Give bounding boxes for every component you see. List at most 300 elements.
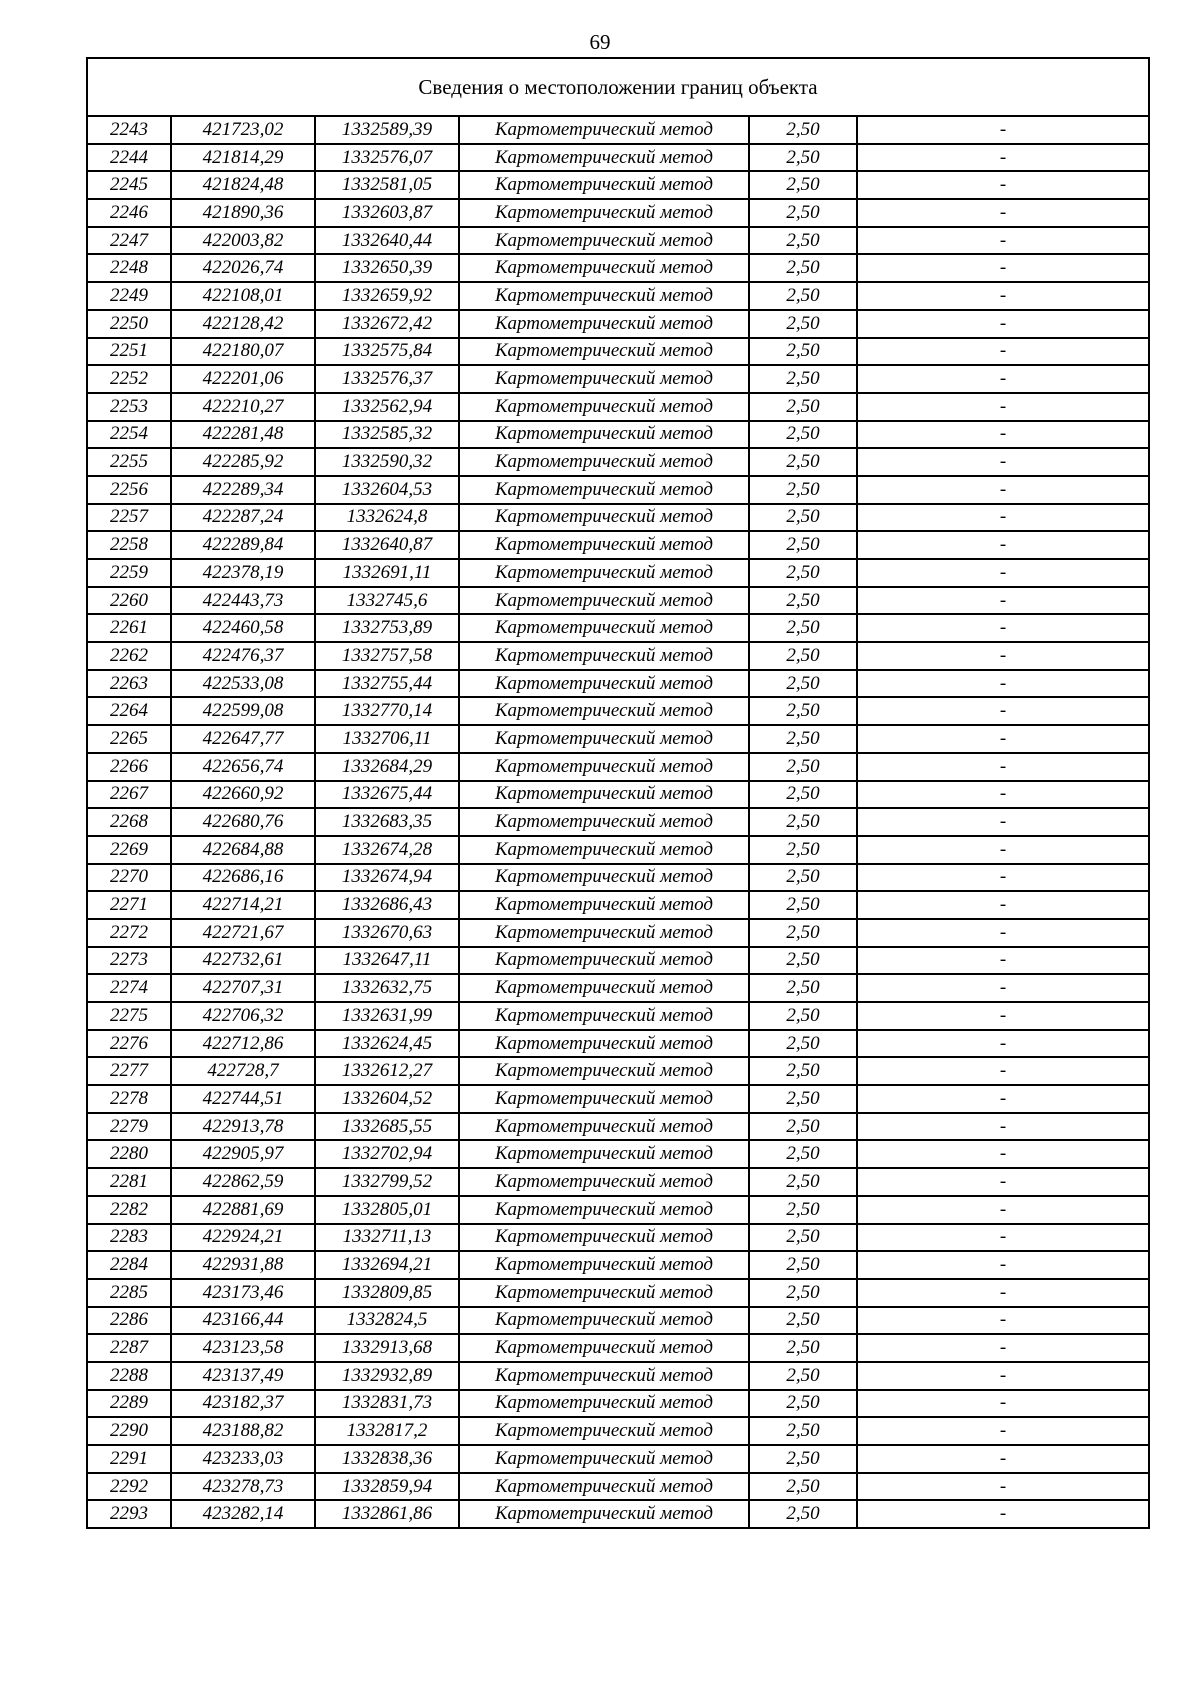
point-number-cell: 2289	[87, 1390, 171, 1418]
accuracy-cell: 2,50	[749, 254, 857, 282]
y-coordinate-cell: 1332589,39	[315, 116, 459, 144]
table-row	[87, 891, 1149, 919]
accuracy-cell: 2,50	[749, 753, 857, 781]
accuracy-cell: 2,50	[749, 1113, 857, 1141]
table-row	[87, 559, 1149, 587]
y-coordinate-cell: 1332686,43	[315, 891, 459, 919]
description-cell: -	[857, 808, 1149, 836]
table-row	[87, 864, 1149, 892]
point-number-cell: 2281	[87, 1168, 171, 1196]
y-coordinate-cell: 1332817,2	[315, 1417, 459, 1445]
y-coordinate-cell: 1332711,13	[315, 1224, 459, 1252]
point-number-cell: 2292	[87, 1473, 171, 1501]
point-number-cell: 2291	[87, 1445, 171, 1473]
table-row	[87, 1002, 1149, 1030]
x-coordinate-cell: 422707,31	[171, 974, 315, 1002]
y-coordinate-cell: 1332576,37	[315, 365, 459, 393]
table-row	[87, 947, 1149, 975]
x-coordinate-cell: 421824,48	[171, 171, 315, 199]
description-cell: -	[857, 836, 1149, 864]
method-cell: Картометрический метод	[459, 338, 749, 366]
accuracy-cell: 2,50	[749, 974, 857, 1002]
accuracy-cell: 2,50	[749, 1140, 857, 1168]
method-cell: Картометрический метод	[459, 697, 749, 725]
x-coordinate-cell: 422881,69	[171, 1196, 315, 1224]
method-cell: Картометрический метод	[459, 1196, 749, 1224]
method-cell: Картометрический метод	[459, 974, 749, 1002]
x-coordinate-cell: 422721,67	[171, 919, 315, 947]
point-number-cell: 2267	[87, 781, 171, 809]
x-coordinate-cell: 422289,84	[171, 531, 315, 559]
accuracy-cell: 2,50	[749, 1002, 857, 1030]
accuracy-cell: 2,50	[749, 310, 857, 338]
method-cell: Картометрический метод	[459, 1307, 749, 1335]
point-number-cell: 2293	[87, 1500, 171, 1528]
x-coordinate-cell: 422913,78	[171, 1113, 315, 1141]
description-cell: -	[857, 116, 1149, 144]
description-cell: -	[857, 1057, 1149, 1085]
x-coordinate-cell: 422533,08	[171, 670, 315, 698]
point-number-cell: 2257	[87, 504, 171, 532]
point-number-cell: 2249	[87, 282, 171, 310]
x-coordinate-cell: 422108,01	[171, 282, 315, 310]
point-number-cell: 2263	[87, 670, 171, 698]
method-cell: Картометрический метод	[459, 199, 749, 227]
y-coordinate-cell: 1332675,44	[315, 781, 459, 809]
method-cell: Картометрический метод	[459, 254, 749, 282]
accuracy-cell: 2,50	[749, 864, 857, 892]
point-number-cell: 2279	[87, 1113, 171, 1141]
x-coordinate-cell: 422460,58	[171, 614, 315, 642]
description-cell: -	[857, 670, 1149, 698]
accuracy-cell: 2,50	[749, 670, 857, 698]
description-cell: -	[857, 864, 1149, 892]
method-cell: Картометрический метод	[459, 504, 749, 532]
description-cell: -	[857, 753, 1149, 781]
point-number-cell: 2285	[87, 1279, 171, 1307]
point-number-cell: 2265	[87, 725, 171, 753]
table-row	[87, 476, 1149, 504]
table-title: Сведения о местоположении границ объекта	[87, 58, 1149, 116]
method-cell: Картометрический метод	[459, 365, 749, 393]
table-row	[87, 836, 1149, 864]
description-cell: -	[857, 891, 1149, 919]
table-row	[87, 1140, 1149, 1168]
point-number-cell: 2273	[87, 947, 171, 975]
y-coordinate-cell: 1332706,11	[315, 725, 459, 753]
description-cell: -	[857, 559, 1149, 587]
y-coordinate-cell: 1332745,6	[315, 587, 459, 615]
x-coordinate-cell: 422378,19	[171, 559, 315, 587]
accuracy-cell: 2,50	[749, 338, 857, 366]
description-cell: -	[857, 614, 1149, 642]
method-cell: Картометрический метод	[459, 1445, 749, 1473]
method-cell: Картометрический метод	[459, 1224, 749, 1252]
accuracy-cell: 2,50	[749, 1085, 857, 1113]
description-cell: -	[857, 1390, 1149, 1418]
accuracy-cell: 2,50	[749, 1390, 857, 1418]
table-row	[87, 1390, 1149, 1418]
description-cell: -	[857, 171, 1149, 199]
x-coordinate-cell: 421723,02	[171, 116, 315, 144]
x-coordinate-cell: 422476,37	[171, 642, 315, 670]
x-coordinate-cell: 422210,27	[171, 393, 315, 421]
accuracy-cell: 2,50	[749, 1307, 857, 1335]
description-cell: -	[857, 919, 1149, 947]
accuracy-cell: 2,50	[749, 171, 857, 199]
point-number-cell: 2251	[87, 338, 171, 366]
x-coordinate-cell: 422680,76	[171, 808, 315, 836]
accuracy-cell: 2,50	[749, 836, 857, 864]
description-cell: -	[857, 338, 1149, 366]
x-coordinate-cell: 422732,61	[171, 947, 315, 975]
description-cell: -	[857, 587, 1149, 615]
accuracy-cell: 2,50	[749, 1334, 857, 1362]
x-coordinate-cell: 422714,21	[171, 891, 315, 919]
description-cell: -	[857, 725, 1149, 753]
x-coordinate-cell: 422862,59	[171, 1168, 315, 1196]
y-coordinate-cell: 1332612,27	[315, 1057, 459, 1085]
description-cell: -	[857, 531, 1149, 559]
y-coordinate-cell: 1332650,39	[315, 254, 459, 282]
table-row	[87, 282, 1149, 310]
table-row	[87, 670, 1149, 698]
x-coordinate-cell: 422599,08	[171, 697, 315, 725]
table-row	[87, 1307, 1149, 1335]
y-coordinate-cell: 1332691,11	[315, 559, 459, 587]
x-coordinate-cell: 423166,44	[171, 1307, 315, 1335]
point-number-cell: 2243	[87, 116, 171, 144]
point-number-cell: 2286	[87, 1307, 171, 1335]
description-cell: -	[857, 1030, 1149, 1058]
method-cell: Картометрический метод	[459, 393, 749, 421]
description-cell: -	[857, 282, 1149, 310]
x-coordinate-cell: 422180,07	[171, 338, 315, 366]
table-row	[87, 227, 1149, 255]
table-row	[87, 448, 1149, 476]
method-cell: Картометрический метод	[459, 1362, 749, 1390]
y-coordinate-cell: 1332624,8	[315, 504, 459, 532]
y-coordinate-cell: 1332694,21	[315, 1251, 459, 1279]
method-cell: Картометрический метод	[459, 144, 749, 172]
accuracy-cell: 2,50	[749, 559, 857, 587]
accuracy-cell: 2,50	[749, 393, 857, 421]
y-coordinate-cell: 1332702,94	[315, 1140, 459, 1168]
description-cell: -	[857, 947, 1149, 975]
point-number-cell: 2268	[87, 808, 171, 836]
description-cell: -	[857, 1140, 1149, 1168]
method-cell: Картометрический метод	[459, 421, 749, 449]
x-coordinate-cell: 422003,82	[171, 227, 315, 255]
method-cell: Картометрический метод	[459, 1085, 749, 1113]
table-row	[87, 808, 1149, 836]
x-coordinate-cell: 422684,88	[171, 836, 315, 864]
table-row	[87, 1196, 1149, 1224]
x-coordinate-cell: 422905,97	[171, 1140, 315, 1168]
method-cell: Картометрический метод	[459, 642, 749, 670]
description-cell: -	[857, 1224, 1149, 1252]
description-cell: -	[857, 1334, 1149, 1362]
point-number-cell: 2256	[87, 476, 171, 504]
table-row	[87, 1500, 1149, 1528]
accuracy-cell: 2,50	[749, 587, 857, 615]
y-coordinate-cell: 1332672,42	[315, 310, 459, 338]
y-coordinate-cell: 1332757,58	[315, 642, 459, 670]
table-row	[87, 1251, 1149, 1279]
table-row	[87, 1168, 1149, 1196]
y-coordinate-cell: 1332659,92	[315, 282, 459, 310]
accuracy-cell: 2,50	[749, 947, 857, 975]
accuracy-cell: 2,50	[749, 448, 857, 476]
table-row	[87, 1113, 1149, 1141]
x-coordinate-cell: 422201,06	[171, 365, 315, 393]
description-cell: -	[857, 199, 1149, 227]
table-row	[87, 393, 1149, 421]
method-cell: Картометрический метод	[459, 781, 749, 809]
description-cell: -	[857, 393, 1149, 421]
table-row	[87, 199, 1149, 227]
table-row	[87, 365, 1149, 393]
accuracy-cell: 2,50	[749, 1224, 857, 1252]
point-number-cell: 2252	[87, 365, 171, 393]
description-cell: -	[857, 697, 1149, 725]
y-coordinate-cell: 1332824,5	[315, 1307, 459, 1335]
x-coordinate-cell: 423123,58	[171, 1334, 315, 1362]
y-coordinate-cell: 1332632,75	[315, 974, 459, 1002]
method-cell: Картометрический метод	[459, 919, 749, 947]
description-cell: -	[857, 310, 1149, 338]
method-cell: Картометрический метод	[459, 1251, 749, 1279]
x-coordinate-cell: 423173,46	[171, 1279, 315, 1307]
y-coordinate-cell: 1332647,11	[315, 947, 459, 975]
accuracy-cell: 2,50	[749, 1030, 857, 1058]
y-coordinate-cell: 1332604,52	[315, 1085, 459, 1113]
method-cell: Картометрический метод	[459, 587, 749, 615]
x-coordinate-cell: 423182,37	[171, 1390, 315, 1418]
point-number-cell: 2245	[87, 171, 171, 199]
accuracy-cell: 2,50	[749, 1279, 857, 1307]
table-row	[87, 171, 1149, 199]
table-row	[87, 697, 1149, 725]
method-cell: Картометрический метод	[459, 1002, 749, 1030]
point-number-cell: 2270	[87, 864, 171, 892]
accuracy-cell: 2,50	[749, 725, 857, 753]
y-coordinate-cell: 1332576,07	[315, 144, 459, 172]
x-coordinate-cell: 422656,74	[171, 753, 315, 781]
description-cell: -	[857, 1445, 1149, 1473]
point-number-cell: 2272	[87, 919, 171, 947]
table-row	[87, 144, 1149, 172]
y-coordinate-cell: 1332604,53	[315, 476, 459, 504]
method-cell: Картометрический метод	[459, 1279, 749, 1307]
description-cell: -	[857, 1251, 1149, 1279]
table-row	[87, 974, 1149, 1002]
boundary-coordinates-table	[86, 57, 1150, 1529]
accuracy-cell: 2,50	[749, 1057, 857, 1085]
description-cell: -	[857, 1113, 1149, 1141]
point-number-cell: 2274	[87, 974, 171, 1002]
method-cell: Картометрический метод	[459, 808, 749, 836]
point-number-cell: 2271	[87, 891, 171, 919]
description-cell: -	[857, 1307, 1149, 1335]
x-coordinate-cell: 422285,92	[171, 448, 315, 476]
point-number-cell: 2282	[87, 1196, 171, 1224]
x-coordinate-cell: 422443,73	[171, 587, 315, 615]
point-number-cell: 2255	[87, 448, 171, 476]
method-cell: Картометрический метод	[459, 1140, 749, 1168]
table-row	[87, 614, 1149, 642]
x-coordinate-cell: 423282,14	[171, 1500, 315, 1528]
method-cell: Картометрический метод	[459, 1113, 749, 1141]
point-number-cell: 2275	[87, 1002, 171, 1030]
method-cell: Картометрический метод	[459, 171, 749, 199]
description-cell: -	[857, 504, 1149, 532]
x-coordinate-cell: 421890,36	[171, 199, 315, 227]
description-cell: -	[857, 144, 1149, 172]
table-row	[87, 531, 1149, 559]
point-number-cell: 2250	[87, 310, 171, 338]
point-number-cell: 2287	[87, 1334, 171, 1362]
table-caption-row	[87, 58, 1149, 116]
y-coordinate-cell: 1332640,87	[315, 531, 459, 559]
accuracy-cell: 2,50	[749, 891, 857, 919]
x-coordinate-cell: 422289,34	[171, 476, 315, 504]
point-number-cell: 2269	[87, 836, 171, 864]
accuracy-cell: 2,50	[749, 1445, 857, 1473]
table-row	[87, 338, 1149, 366]
x-coordinate-cell: 422931,88	[171, 1251, 315, 1279]
table-row	[87, 642, 1149, 670]
point-number-cell: 2276	[87, 1030, 171, 1058]
y-coordinate-cell: 1332831,73	[315, 1390, 459, 1418]
accuracy-cell: 2,50	[749, 476, 857, 504]
table-row	[87, 587, 1149, 615]
y-coordinate-cell: 1332590,32	[315, 448, 459, 476]
y-coordinate-cell: 1332674,28	[315, 836, 459, 864]
description-cell: -	[857, 448, 1149, 476]
accuracy-cell: 2,50	[749, 1251, 857, 1279]
table-row	[87, 1445, 1149, 1473]
table-row	[87, 919, 1149, 947]
table-row	[87, 1030, 1149, 1058]
point-number-cell: 2260	[87, 587, 171, 615]
accuracy-cell: 2,50	[749, 365, 857, 393]
method-cell: Картометрический метод	[459, 1030, 749, 1058]
y-coordinate-cell: 1332755,44	[315, 670, 459, 698]
y-coordinate-cell: 1332631,99	[315, 1002, 459, 1030]
accuracy-cell: 2,50	[749, 808, 857, 836]
point-number-cell: 2262	[87, 642, 171, 670]
method-cell: Картометрический метод	[459, 559, 749, 587]
method-cell: Картометрический метод	[459, 116, 749, 144]
accuracy-cell: 2,50	[749, 1362, 857, 1390]
x-coordinate-cell: 422287,24	[171, 504, 315, 532]
y-coordinate-cell: 1332753,89	[315, 614, 459, 642]
accuracy-cell: 2,50	[749, 1500, 857, 1528]
x-coordinate-cell: 423137,49	[171, 1362, 315, 1390]
method-cell: Картометрический метод	[459, 282, 749, 310]
point-number-cell: 2288	[87, 1362, 171, 1390]
table-row	[87, 753, 1149, 781]
description-cell: -	[857, 642, 1149, 670]
method-cell: Картометрический метод	[459, 1417, 749, 1445]
method-cell: Картометрический метод	[459, 1473, 749, 1501]
description-cell: -	[857, 1168, 1149, 1196]
accuracy-cell: 2,50	[749, 642, 857, 670]
description-cell: -	[857, 1500, 1149, 1528]
method-cell: Картометрический метод	[459, 864, 749, 892]
method-cell: Картометрический метод	[459, 1334, 749, 1362]
method-cell: Картометрический метод	[459, 891, 749, 919]
x-coordinate-cell: 422712,86	[171, 1030, 315, 1058]
method-cell: Картометрический метод	[459, 1390, 749, 1418]
y-coordinate-cell: 1332585,32	[315, 421, 459, 449]
point-number-cell: 2264	[87, 697, 171, 725]
y-coordinate-cell: 1332805,01	[315, 1196, 459, 1224]
accuracy-cell: 2,50	[749, 1473, 857, 1501]
table-row	[87, 1417, 1149, 1445]
point-number-cell: 2290	[87, 1417, 171, 1445]
y-coordinate-cell: 1332770,14	[315, 697, 459, 725]
accuracy-cell: 2,50	[749, 1417, 857, 1445]
point-number-cell: 2244	[87, 144, 171, 172]
y-coordinate-cell: 1332913,68	[315, 1334, 459, 1362]
description-cell: -	[857, 421, 1149, 449]
description-cell: -	[857, 1417, 1149, 1445]
x-coordinate-cell: 423278,73	[171, 1473, 315, 1501]
accuracy-cell: 2,50	[749, 199, 857, 227]
table-row	[87, 504, 1149, 532]
y-coordinate-cell: 1332581,05	[315, 171, 459, 199]
description-cell: -	[857, 1196, 1149, 1224]
point-number-cell: 2261	[87, 614, 171, 642]
accuracy-cell: 2,50	[749, 697, 857, 725]
y-coordinate-cell: 1332684,29	[315, 753, 459, 781]
y-coordinate-cell: 1332562,94	[315, 393, 459, 421]
point-number-cell: 2258	[87, 531, 171, 559]
table-row	[87, 421, 1149, 449]
table-row	[87, 1057, 1149, 1085]
description-cell: -	[857, 1279, 1149, 1307]
description-cell: -	[857, 1362, 1149, 1390]
description-cell: -	[857, 227, 1149, 255]
table-row	[87, 1085, 1149, 1113]
table-row	[87, 725, 1149, 753]
accuracy-cell: 2,50	[749, 227, 857, 255]
method-cell: Картометрический метод	[459, 476, 749, 504]
accuracy-cell: 2,50	[749, 421, 857, 449]
y-coordinate-cell: 1332861,86	[315, 1500, 459, 1528]
method-cell: Картометрический метод	[459, 1500, 749, 1528]
y-coordinate-cell: 1332859,94	[315, 1473, 459, 1501]
description-cell: -	[857, 254, 1149, 282]
description-cell: -	[857, 1002, 1149, 1030]
table-row	[87, 1279, 1149, 1307]
accuracy-cell: 2,50	[749, 116, 857, 144]
description-cell: -	[857, 476, 1149, 504]
description-cell: -	[857, 974, 1149, 1002]
x-coordinate-cell: 422744,51	[171, 1085, 315, 1113]
point-number-cell: 2280	[87, 1140, 171, 1168]
method-cell: Картометрический метод	[459, 448, 749, 476]
table-row	[87, 116, 1149, 144]
table-row	[87, 254, 1149, 282]
x-coordinate-cell: 422660,92	[171, 781, 315, 809]
accuracy-cell: 2,50	[749, 531, 857, 559]
description-cell: -	[857, 365, 1149, 393]
accuracy-cell: 2,50	[749, 1196, 857, 1224]
y-coordinate-cell: 1332674,94	[315, 864, 459, 892]
